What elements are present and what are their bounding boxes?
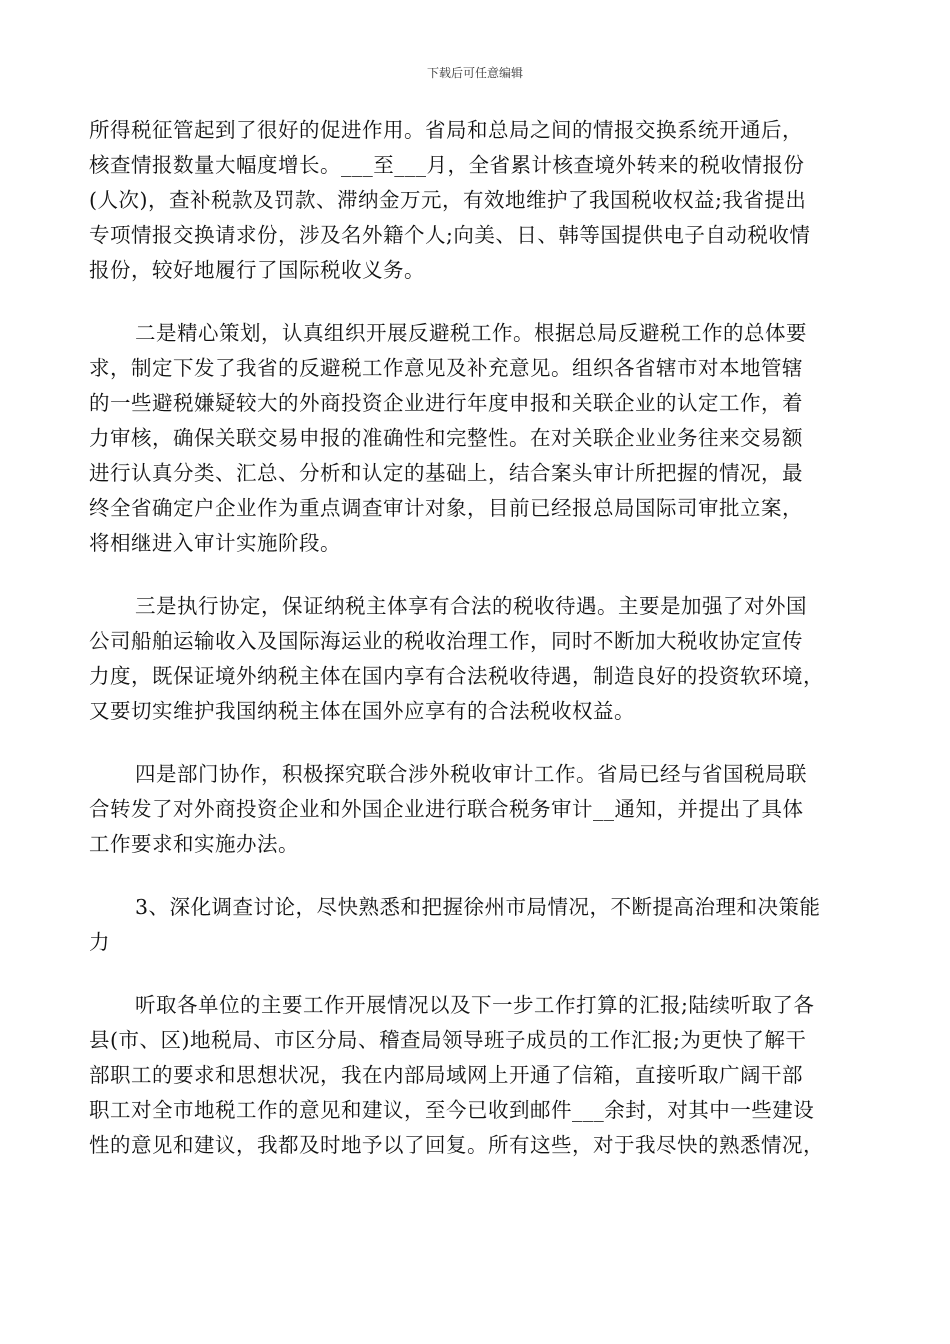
paragraph-1: [89, 113, 861, 288]
text-line: 三是执行协定，保证纳税主体享有合法的税收待遇。主要是加强了对外国: [135, 594, 807, 618]
text-line: 性的意见和建议，我都及时地予以了回复。所有这些，对于我尽快的熟悉情况，: [89, 1133, 824, 1157]
text-line: 合转发了对外商投资企业和外国企业进行联合税务审计__通知，并提出了具体: [89, 797, 804, 821]
paragraph-6: [89, 988, 861, 1163]
text-line: 县(市、区)地税局、市区分局、稽查局领导班子成员的工作汇报;为更快了解干: [89, 1028, 807, 1052]
text-line: 力度，既保证境外纳税主体在国内享有合法税收待遇，制造良好的投资软环境，: [89, 664, 824, 688]
text-line: 终全省确定户企业作为重点调查审计对象，目前已经报总局国际司审批立案，: [89, 496, 803, 520]
text-line: 力: [89, 930, 110, 954]
text-line: 工作要求和实施办法。: [89, 832, 299, 856]
text-line: (人次)，查补税款及罚款、滞纳金万元，有效地维护了我国税收权益;我省提出: [89, 188, 807, 212]
paragraph-2: [89, 316, 861, 561]
text-line: 3、深化调查讨论，尽快熟悉和把握徐州市局情况，不断提高治理和决策能: [135, 895, 821, 919]
text-line: 报份，较好地履行了国际税收义务。: [89, 258, 425, 282]
paragraph-4: [89, 757, 861, 862]
text-line: 力审核，确保关联交易申报的准确性和完整性。在对关联企业业务往来交易额: [89, 426, 803, 450]
text-line: 核查情报数量大幅度增长。___至___月，全省累计核查境外转来的税收情报份: [89, 153, 805, 177]
text-line: 所得税征管起到了很好的促进作用。省局和总局之间的情报交换系统开通后，: [89, 118, 803, 142]
text-line: 专项情报交换请求份，涉及名外籍个人;向美、日、韩等国提供电子自动税收情: [89, 223, 811, 247]
text-line: 的一些避税嫌疑较大的外商投资企业进行年度申报和关联企业的认定工作，着: [89, 391, 803, 415]
document-body: [89, 113, 861, 1191]
text-line: 公司船舶运输收入及国际海运业的税收治理工作，同时不断加大税收协定宣传: [89, 629, 803, 653]
text-line: 二是精心策划，认真组织开展反避税工作。根据总局反避税工作的总体要: [135, 321, 807, 345]
page-header: 下载后可任意编辑: [426, 66, 523, 80]
text-line: 听取各单位的主要工作开展情况以及下一步工作打算的汇报;陆续听取了各: [135, 993, 815, 1017]
section-heading-3: [89, 890, 861, 960]
paragraph-3: [89, 589, 861, 729]
text-line: 四是部门协作，积极探究联合涉外税收审计工作。省局已经与省国税局联: [135, 762, 807, 786]
text-line: 求，制定下发了我省的反避税工作意见及补充意见。组织各省辖市对本地管辖: [89, 356, 803, 380]
text-line: 部职工的要求和思想状况，我在内部局域网上开通了信箱，直接听取广阔干部: [89, 1063, 803, 1087]
text-line: 职工对全市地税工作的意见和建议，至今已收到邮件___余封，对其中一些建设: [89, 1098, 815, 1122]
text-line: 又要切实维护我国纳税主体在国外应享有的合法税收权益。: [89, 699, 635, 723]
text-line: 将相继进入审计实施阶段。: [89, 531, 341, 555]
text-line: 进行认真分类、汇总、分析和认定的基础上，结合案头审计所把握的情况，最: [89, 461, 803, 485]
